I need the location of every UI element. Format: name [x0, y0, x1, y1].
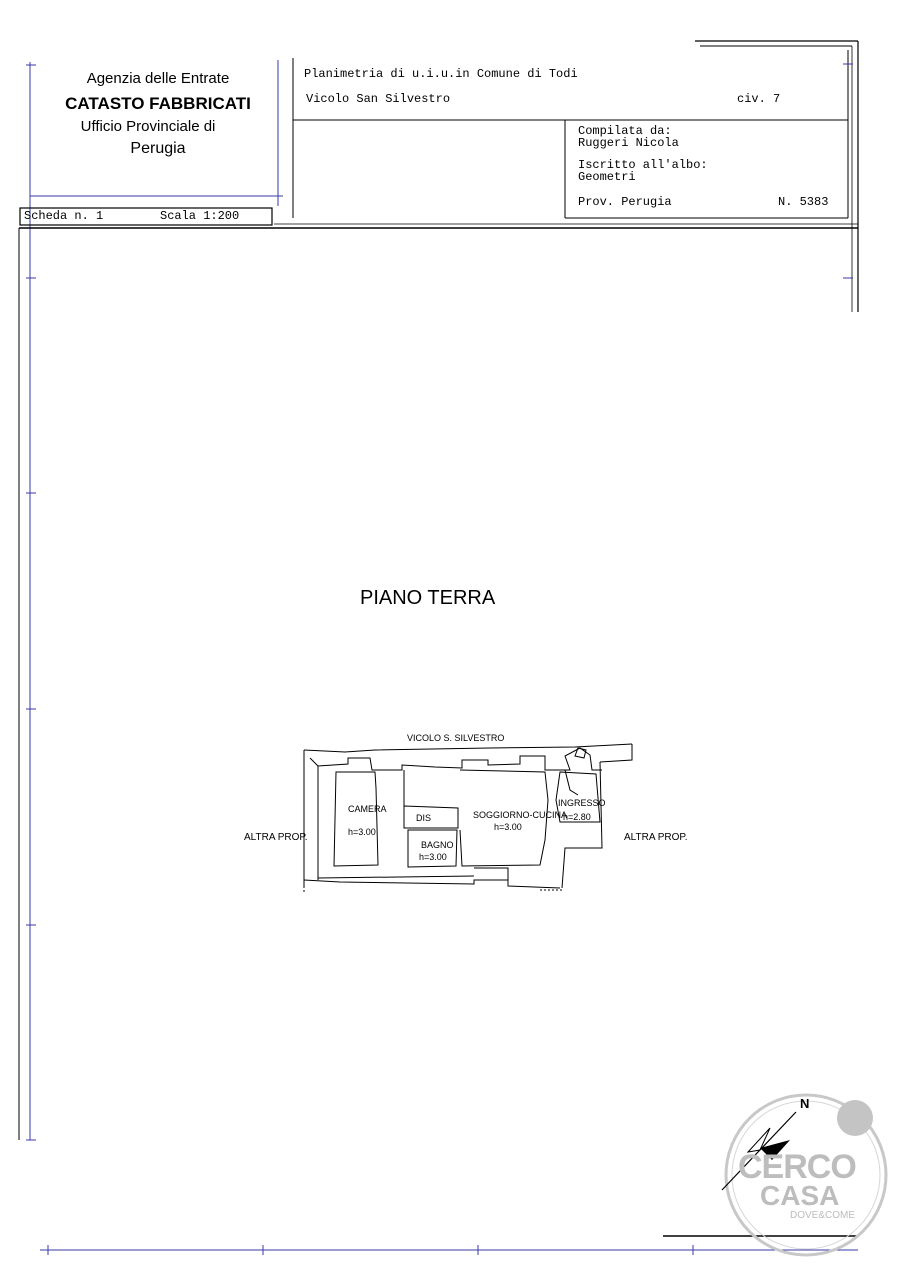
registration-number: N. 5383 [778, 195, 829, 209]
room-name: INGRESSO [558, 798, 606, 808]
room-height: h=3.00 [419, 852, 447, 862]
room-height: h=2.80 [563, 812, 591, 822]
room-name: SOGGIORNO-CUCINA [473, 810, 568, 820]
compiled-by-label: Compilata da: [578, 124, 672, 138]
left-neighbor-label: ALTRA PROP. [244, 832, 308, 843]
province-label: Prov. Perugia [578, 195, 672, 209]
planimetria-label: Planimetria di u.i.u.in Comune di Todi [304, 67, 578, 81]
watermark-dot-icon [837, 1100, 873, 1136]
floor-title: PIANO TERRA [360, 587, 496, 609]
civic-number: civ. 7 [737, 92, 781, 106]
room-name: BAGNO [421, 840, 454, 850]
street-label: VICOLO S. SILVESTRO [407, 733, 505, 743]
watermark-line2: CASA [760, 1180, 840, 1211]
right-neighbor-label: ALTRA PROP. [624, 832, 688, 843]
office-city: Perugia [130, 140, 186, 157]
register-value: Geometri [578, 170, 636, 184]
office-label: Ufficio Provinciale di [80, 118, 216, 135]
catasto-title: CATASTO FABBRICATI [65, 94, 251, 113]
agency-name: Agenzia delle Entrate [86, 70, 230, 87]
room-name: DIS [416, 813, 432, 823]
scheda-number: Scheda n. 1 [24, 209, 104, 223]
room-height: h=3.00 [348, 827, 376, 837]
compiled-by-name: Ruggeri Nicola [578, 136, 679, 150]
register-label: Iscritto all'albo: [578, 158, 708, 172]
scale-label: Scala 1:200 [160, 209, 240, 223]
room-name: CAMERA [348, 804, 387, 814]
street-address: Vicolo San Silvestro [306, 92, 451, 106]
watermark-line3: DOVE&COME [790, 1210, 856, 1221]
watermark-line1: CERCO [738, 1148, 856, 1186]
north-label: N [800, 1096, 810, 1111]
room-height: h=3.00 [494, 822, 522, 832]
